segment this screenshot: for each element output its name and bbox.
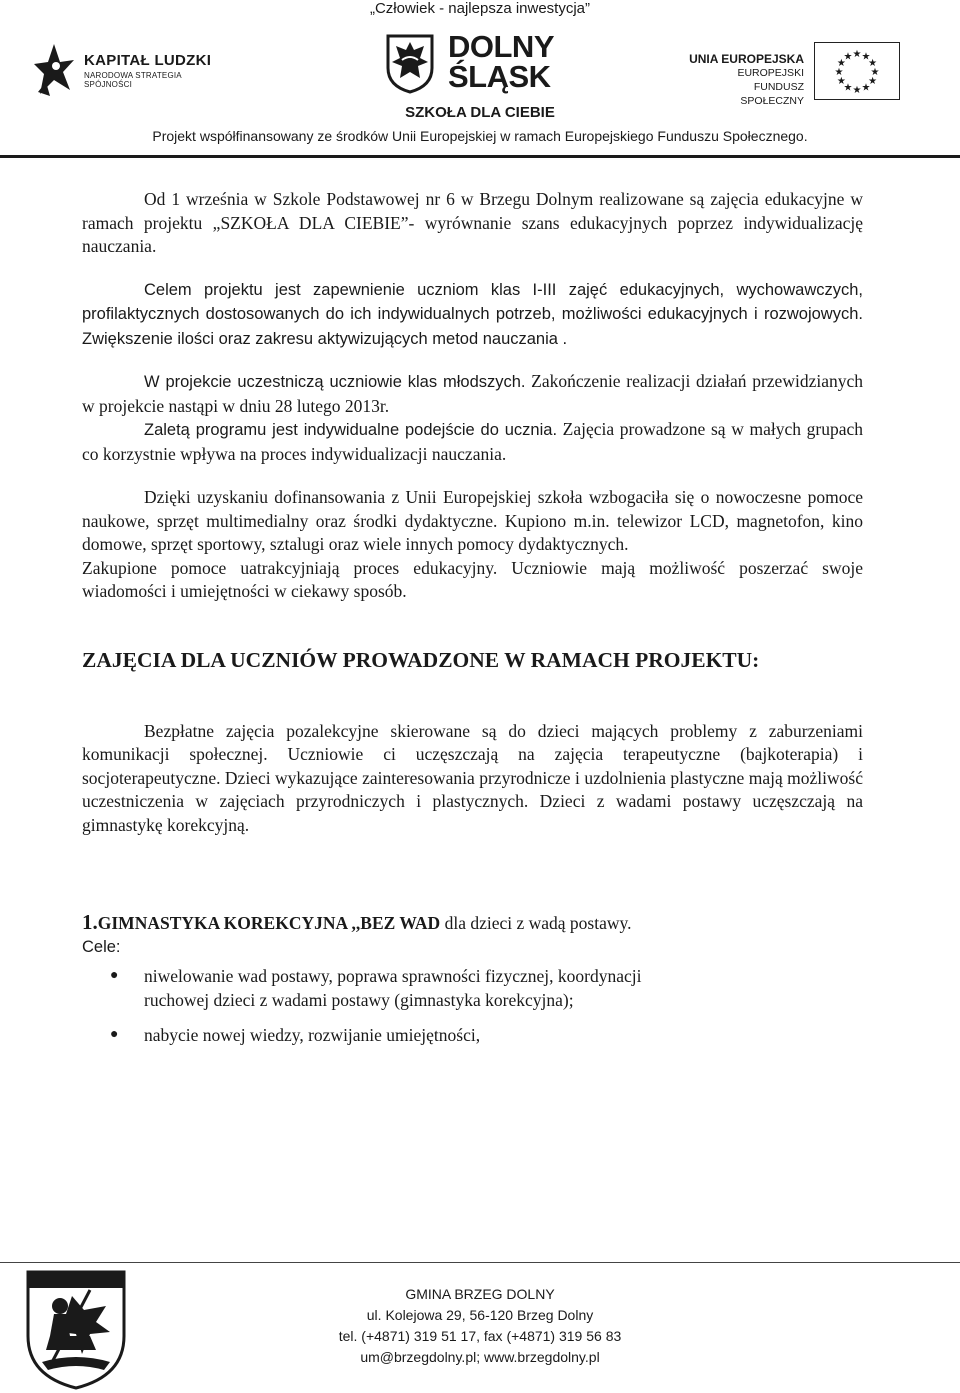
kapital-ludzki-subtitle: NARODOWA STRATEGIA SPÓJNOŚCI [84,71,182,89]
eu-star-icon: ★ [868,58,878,69]
participants-text: W projekcie uczestniczą uczniowie klas młodszych. [144,373,526,391]
section-1-name: GIMNASTYKA KOREKCYJNA ,,BEZ WAD [97,913,441,933]
dolny-slask-line2: ŚLĄSK [448,59,551,94]
eu-star-icon: ★ [834,67,844,78]
list-item [82,1024,863,1048]
end-date-text: Zakończenie realizacji działań przewidzianych w projekcie nastąpi w dniu 28 lutego 2013r. [82,371,863,416]
eu-star-icon: ★ [868,76,878,87]
goal-1-line1: ● niwelowanie wad postawy, poprawa sprawności fizycznej, koordynacji [144,966,642,986]
paragraph-funding: Dzięki uzyskaniu dofinansowania z Unii Europejskiej szkoła wzbogaciła się o nowoczesne pomoce naukowe, sprzęt multimedialny oraz środki dydaktyczne. Kupiono m.in. telewizor LCD, magnetofon, kino domowe, sprzęt sportowy, sztalugi oraz wiele innych pomocy dydaktycznych. [82,487,863,554]
groups-text: Zajęcia prowadzone są w małych grupach co korzystnie wpływa na proces indywidualizacji nauczania. [82,419,863,464]
paragraph-aids: Zakupione pomoce uatrakcyjniają proces edukacyjny. Uczniowie mają możliwość poszerzać swoje wiadomości i umiejętności w ciekawy sposób. [82,557,863,601]
paragraph-advantage [82,418,863,466]
eu-line3: FUNDUSZ SPOŁECZNY [740,81,804,107]
goals-list [82,965,863,1048]
footer-address: ul. Kolejowa 29, 56-120 Brzeg Dolny [366,1307,594,1323]
goal-1-line2: ruchowej dzieci z wadami postawy (gimnastyka korekcyjna); [144,989,574,1010]
paragraph-classes: Bezpłatne zajęcia pozalekcyjne skierowane są do dzieci mających problemy z zaburzeniami komunikacji społecznej. Uczniowie ci uczęszczają na zajęcia terapeutyczne (bajkoterapia) i socjoterapeutyczne. Dzieci wykazujące zainteresowania przyrodnicze i uzdolnienia plastyczne mają możliwość uczestniczenia w zajęciach przyrodniczych i plastycznych. Dzieci z wadami postawy uczęszczają na gimnastykę korekcyjną. [82,720,863,835]
dolny-slask-logo [384,29,584,98]
header-divider [0,155,960,158]
eu-flag-icon [814,42,900,100]
section-heading: ZAJĘCIA DLA UCZNIÓW PROWADZONE W RAMACH PROJEKTU: [82,647,760,672]
eu-line1: UNIA EUROPEJSKA [689,52,804,66]
kapital-ludzki-name: KAPITAŁ LUDZKI [84,52,212,69]
goal-text-2: Zwiększenie ilości oraz zakresu aktywizujących metod nauczania . [82,329,568,348]
paragraph-intro: Od 1 września w Szkole Podstawowej nr 6 w Brzegu Dolnym realizowane są zajęcia edukacyjne w ramach projektu „SZKOŁA DLA CIEBIE”- wyrównanie szans edukacyjnych poprzez indywidualizację nauczania. [82,189,863,256]
eu-star-icon: ★ [861,82,871,94]
section-1-number: 1. [82,910,98,934]
paragraph-participants [82,370,863,418]
header-motto: „Człowiek - najlepsza inwestycja” [369,0,591,17]
eagle-crest-icon [384,32,436,94]
eu-line2: EUROPEJSKI [737,67,804,79]
section-1-description: dla dzieci z wadą postawy. [440,913,632,933]
eu-star-icon: ★ [852,49,862,60]
footer-divider [0,1262,960,1263]
eu-star-icon: ★ [843,51,853,63]
eu-star-icon: ★ [836,76,846,87]
funding-note: Projekt współfinansowany ze środków Unii Europejskiej w ramach Europejskiego Funduszu Społecznego. [152,128,808,144]
section-1-title [82,911,863,936]
list-item [82,965,863,1012]
footer-org: GMINA BRZEG DOLNY [405,1286,555,1302]
goal-text: Celem projektu jest zapewnienie uczniom klas I-III zajęć edukacyjnych, wychowawczych, profilaktycznych dostosowanych do ich indywidualnych potrzeb, możliwości edukacyjnych i rozwojowych. [82,280,863,323]
kapital-ludzki-star-icon [32,42,76,98]
footer-email-web: um@brzegdolny.pl; www.brzegdolny.pl [360,1349,600,1365]
goals-label: Cele: [82,937,121,956]
goal-2-line1: ● nabycie nowej wiedzy, rozwijanie umiejętności, [144,1025,481,1045]
eu-logo-text [688,52,804,108]
kapital-ludzki-logo [32,42,212,98]
dolny-slask-line1: DOLNY [448,29,554,64]
footer-phone: tel. (+4871) 319 51 17, fax (+4871) 319 56 83 [338,1328,622,1344]
eu-star-icon: ★ [870,67,880,78]
paragraph-goal [82,278,863,352]
eu-star-icon: ★ [836,58,846,69]
footer-contact [0,1284,960,1368]
eu-star-icon: ★ [861,51,871,63]
eu-star-icon: ★ [843,82,853,94]
eu-star-icon: ★ [852,85,862,96]
advantage-text: Zaletą programu jest indywidualne podejście do ucznia. [144,421,558,439]
project-name: SZKOŁA DLA CIEBIE [405,104,555,121]
document-body [82,188,863,1048]
